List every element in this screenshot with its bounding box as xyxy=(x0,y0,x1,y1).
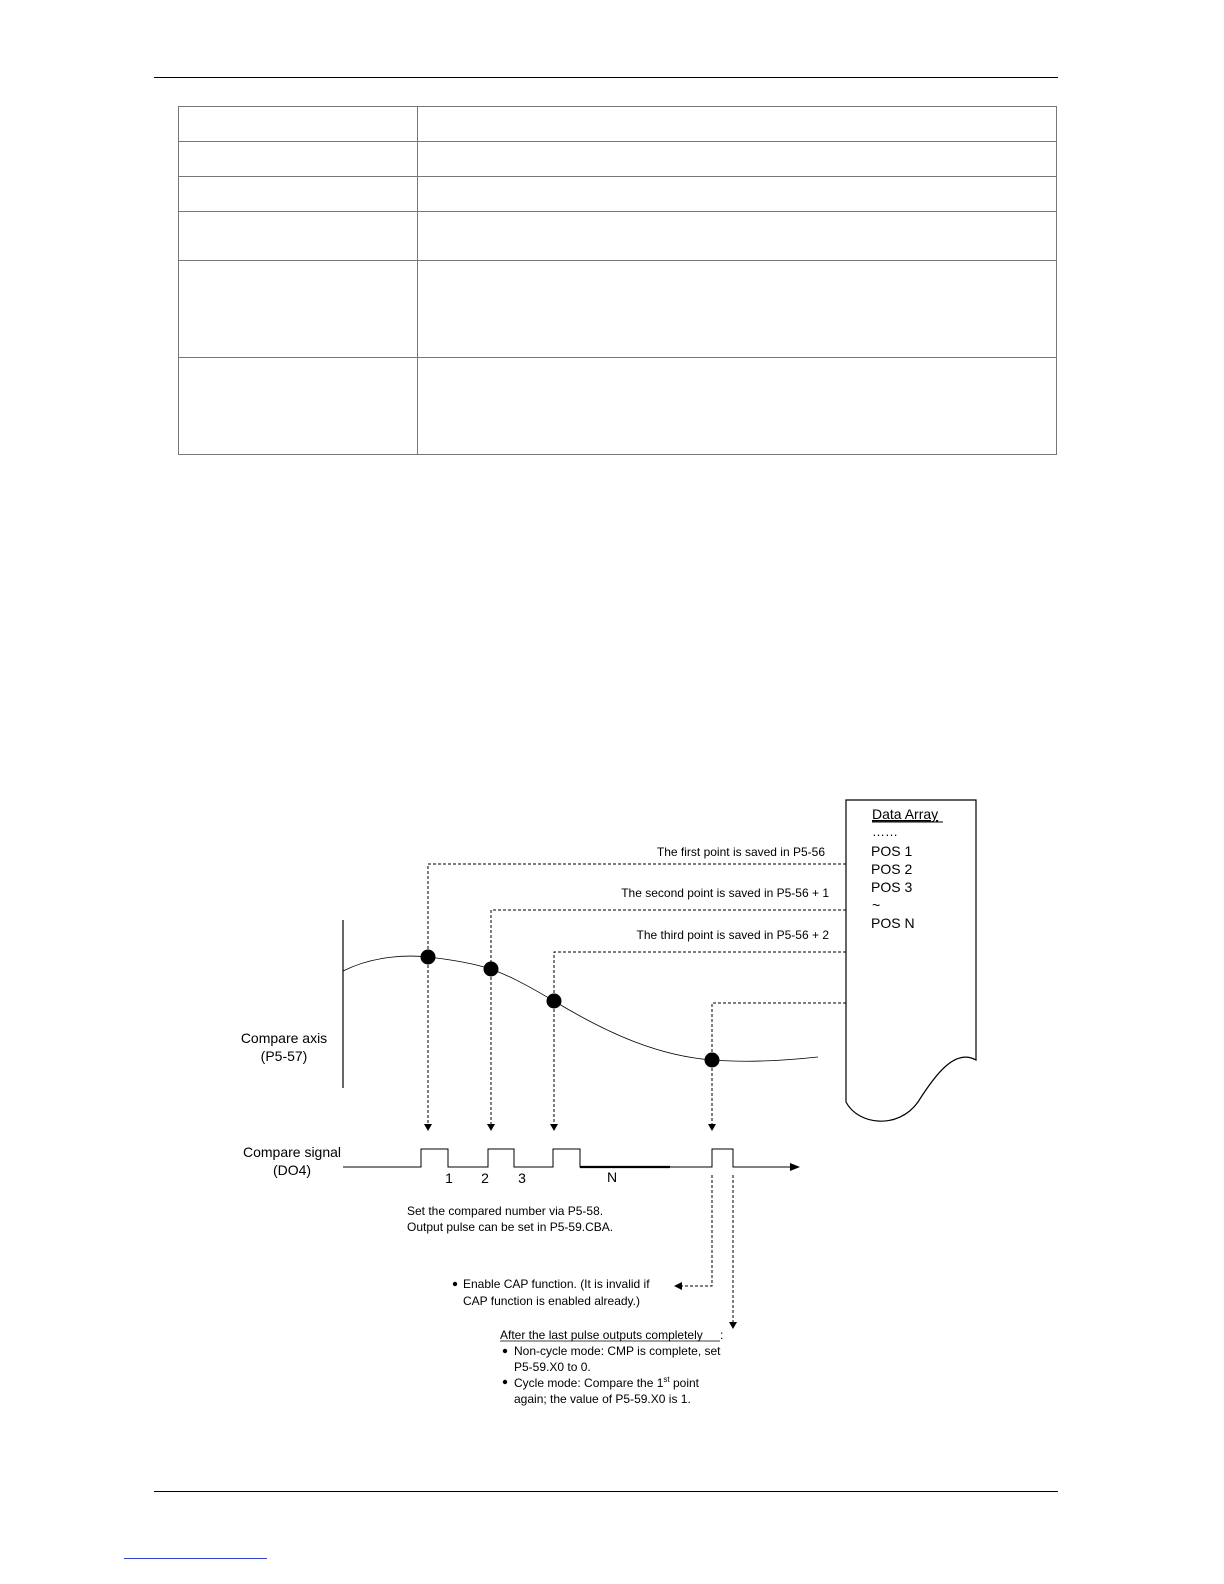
noncycle-mode-note: Non-cycle mode: CMP is complete, set xyxy=(514,1344,721,1358)
after-pulse-heading: After the last pulse outputs completely xyxy=(500,1328,703,1342)
footer-link-underline xyxy=(124,1558,267,1559)
pulse-number: N xyxy=(606,1169,618,1185)
compare-signal-label: Compare signal xyxy=(242,1144,342,1160)
cycle-mode-note: Cycle mode: Compare the 1st point xyxy=(514,1375,699,1390)
compare-axis-label: Compare axis xyxy=(240,1030,328,1046)
compare-point-3 xyxy=(547,994,562,1009)
compare-point-1 xyxy=(421,950,436,965)
drop-lines xyxy=(428,965,712,1125)
pulse-number: 1 xyxy=(445,1170,453,1186)
position-curve xyxy=(343,956,818,1061)
cycle-mode-note-2: again; the value of P5-59.X0 is 1. xyxy=(514,1392,691,1406)
data-array-item: POS N xyxy=(871,915,915,931)
enable-cap-leader xyxy=(682,1175,712,1286)
data-array-title: Data Array xyxy=(872,806,939,822)
after-pulse-heading-colon: : xyxy=(720,1328,724,1342)
third-point-label: The third point is saved in P5-56 + 2 xyxy=(636,928,829,942)
data-array-item: POS 3 xyxy=(871,879,913,895)
compare-point-n xyxy=(705,1053,720,1068)
after-pulse-arrowhead xyxy=(729,1322,737,1329)
first-point-label: The first point is saved in P5-56 xyxy=(656,845,825,859)
data-array-item: POS 2 xyxy=(871,861,913,877)
data-array-item: ~ xyxy=(872,897,881,913)
drop-arrowheads xyxy=(424,1124,716,1131)
compare-axis-param: (P5-57) xyxy=(260,1048,308,1064)
data-array-item: POS 1 xyxy=(871,843,913,859)
data-array-dots: …… xyxy=(872,824,898,839)
set-number-note: Set the compared number via P5-58. xyxy=(407,1204,604,1218)
noncycle-mode-note-2: P5-59.X0 to 0. xyxy=(514,1360,591,1374)
bullet xyxy=(453,1282,457,1286)
second-point-label: The second point is saved in P5-56 + 1 xyxy=(621,886,829,900)
compare-signal-waveform xyxy=(343,1149,792,1167)
compare-signal-param: (DO4) xyxy=(272,1162,312,1178)
bullet xyxy=(503,1380,507,1384)
bullet xyxy=(503,1349,507,1353)
enable-cap-arrowhead xyxy=(674,1282,682,1290)
footer-rule xyxy=(154,1491,1058,1492)
compare-point-2 xyxy=(484,962,499,977)
signal-arrow-head xyxy=(790,1163,800,1171)
pulse-number: 3 xyxy=(518,1170,526,1186)
pulse-number: 2 xyxy=(481,1170,489,1186)
enable-cap-note: Enable CAP function. (It is invalid if xyxy=(463,1277,650,1291)
output-pulse-note: Output pulse can be set in P5-59.CBA. xyxy=(407,1220,614,1234)
enable-cap-note-2: CAP function is enabled already.) xyxy=(463,1294,640,1308)
